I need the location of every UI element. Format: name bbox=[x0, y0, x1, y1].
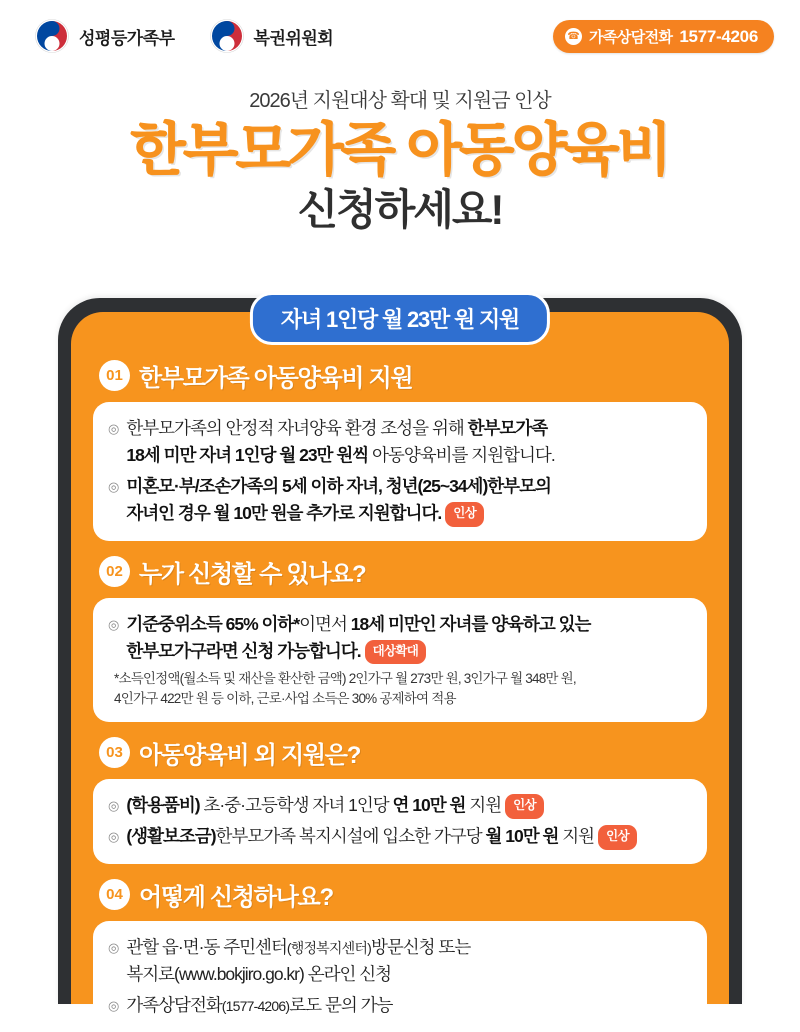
list-item-text: 기준중위소득 65% 이하*이면서 18세 미만인 자녀를 양육하고 있는 한부모가구라면 신청 가능합니다. 대상확대 bbox=[126, 611, 590, 665]
section-note: *소득인정액(월소득 및 재산을 환산한 금액) 2인가구 월 273만 원, 3인가구 월 348만 원, 4인가구 422만 원 등 이하, 근로·사업 소득은 30% 공제하여 적용 bbox=[114, 670, 576, 706]
phone-screen bbox=[71, 307, 729, 1015]
bullet-icon: ◎ bbox=[108, 616, 120, 632]
section-header bbox=[99, 554, 707, 589]
bullet-icon: ◎ bbox=[108, 479, 120, 495]
list-item bbox=[108, 473, 690, 527]
commission-label: 복권위원회 bbox=[253, 28, 334, 48]
section-title: 누가 신청할 수 있나요? bbox=[139, 560, 366, 588]
section-header bbox=[99, 877, 707, 912]
bullet-icon: ◎ bbox=[108, 997, 120, 1013]
bullet-icon: ◎ bbox=[108, 939, 120, 955]
status-badge: 인상 bbox=[505, 794, 544, 818]
ministry-logo bbox=[34, 18, 175, 54]
phone-icon: ☎ bbox=[565, 28, 582, 45]
section-header bbox=[99, 735, 707, 770]
status-badge: 대상확대 bbox=[365, 640, 427, 664]
sections-container bbox=[93, 358, 707, 1032]
header bbox=[0, 0, 800, 78]
taegeuk-emblem-icon-2 bbox=[209, 18, 245, 54]
status-badge: 인상 bbox=[598, 825, 637, 849]
title-block bbox=[0, 78, 800, 235]
list-item bbox=[108, 792, 690, 819]
page-title: 한부모가족 아동양육비 bbox=[130, 118, 670, 182]
list-item bbox=[108, 823, 690, 850]
section-title: 아동양육비 외 지원은? bbox=[139, 742, 361, 770]
page-subtitle: 신청하세요! bbox=[297, 185, 503, 233]
commission-logo bbox=[209, 18, 334, 54]
support-amount-badge: 자녀 1인당 월 23만 원 지원 bbox=[250, 292, 550, 345]
section-01 bbox=[93, 358, 707, 541]
bullet-icon: ◎ bbox=[108, 829, 120, 845]
list-item-text: 가족상담전화(1577-4206)로도 문의 가능 bbox=[126, 994, 393, 1015]
list-item-text: (생활보조금)한부모가족 복지시설에 입소한 가구당 월 10만 원 지원 인상 bbox=[126, 823, 636, 850]
section-card bbox=[93, 779, 707, 863]
section-title: 한부모가족 아동양육비 지원 bbox=[139, 365, 413, 392]
section-title: 어떻게 신청하나요? bbox=[139, 883, 333, 911]
section-number-badge: 01 bbox=[99, 360, 130, 391]
section-02 bbox=[93, 554, 707, 723]
consultation-phone-badge[interactable] bbox=[553, 20, 774, 53]
list-item-text: (학용품비) 초·중·고등학생 자녀 1인당 연 10만 원 지원 인상 bbox=[126, 792, 544, 819]
section-04 bbox=[93, 877, 707, 1032]
list-item bbox=[108, 611, 690, 665]
bullet-icon: ◎ bbox=[108, 421, 120, 436]
section-number-badge: 02 bbox=[99, 556, 130, 587]
phone-label: 가족상담전화 bbox=[589, 29, 673, 46]
phone-mockup-frame bbox=[58, 298, 742, 1015]
section-card bbox=[93, 402, 707, 541]
section-card bbox=[93, 921, 707, 1032]
section-03 bbox=[93, 735, 707, 863]
list-item bbox=[108, 415, 690, 469]
section-card bbox=[93, 598, 707, 723]
section-number-badge: 04 bbox=[99, 879, 130, 910]
section-number-badge: 03 bbox=[99, 737, 130, 768]
section-header bbox=[99, 358, 707, 393]
taegeuk-emblem-icon bbox=[34, 18, 70, 54]
status-badge: 인상 bbox=[445, 502, 484, 526]
list-item-text: 미혼모·부/조손가족의 5세 이하 자녀, 청년(25~34세)한부모의 자녀인 경우 월 10만 원을 추가로 지원합니다. 인상 bbox=[126, 473, 551, 527]
list-item bbox=[108, 992, 690, 1019]
list-item bbox=[108, 934, 690, 988]
list-item-text: 한부모가족의 안정적 자녀양육 환경 조성을 위해 한부모가족 18세 미만 자녀 1인당 월 23만 원씩 아동양육비를 지원합니다. bbox=[126, 418, 555, 466]
phone-number: 1577-4206 bbox=[679, 26, 758, 46]
bullet-icon: ◎ bbox=[108, 798, 120, 814]
ministry-label: 성평등가족부 bbox=[79, 28, 175, 48]
list-item-text: 관할 읍·면·동 주민센터(행정복지센터)방문신청 또는 복지로(www.bokjiro.go.kr) 온라인 신청 bbox=[126, 936, 471, 984]
eyebrow-text: 2026년 지원대상 확대 및 지원금 인상 bbox=[249, 90, 551, 112]
